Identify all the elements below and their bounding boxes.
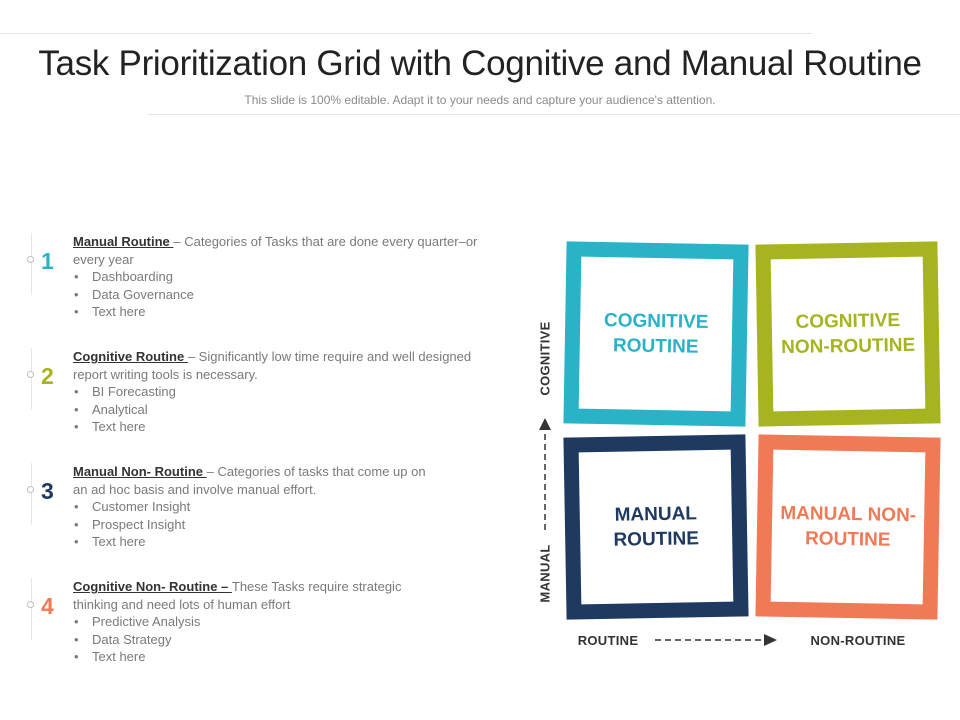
bullet-list — [73, 383, 498, 436]
cell-label: COGNITIVE NON-ROUTINE — [781, 310, 916, 359]
list-item-3 — [0, 463, 520, 573]
cell-label: MANUAL ROUTINE — [613, 503, 700, 551]
bullet-item: • Text here — [73, 418, 498, 436]
x-axis-arrowhead — [764, 634, 777, 646]
item-description: – Categories of Tasks that are done every quarter–or every year — [73, 234, 478, 267]
y-axis-low-label: MANUAL — [537, 544, 553, 603]
timeline-dot — [27, 371, 34, 378]
y-axis-high-label: COGNITIVE — [537, 321, 553, 396]
cell-manual-non-routine — [755, 434, 940, 619]
item-heading: Cognitive Routine — [73, 349, 188, 364]
bullet-item: • Text here — [73, 533, 433, 551]
item-number: 2 — [41, 363, 54, 389]
x-axis-high-label: NON-ROUTINE — [810, 633, 906, 648]
timeline-dot — [27, 256, 34, 263]
bullet-item: • Dashboarding — [73, 268, 498, 286]
bullet-item: • Prospect Insight — [73, 516, 433, 534]
timeline-rail — [31, 233, 32, 295]
item-description: These Tasks require strategic thinking and need lots of human effort — [73, 579, 402, 612]
item-text — [73, 233, 498, 321]
cell-cognitive-routine — [563, 241, 748, 426]
cell-manual-routine — [563, 434, 748, 619]
bullet-list — [73, 498, 433, 551]
bullet-item: • Predictive Analysis — [73, 613, 433, 631]
item-number: 4 — [41, 593, 54, 619]
bullet-item: • Analytical — [73, 401, 498, 419]
bullet-list — [73, 268, 498, 321]
timeline-dot — [27, 601, 34, 608]
item-description: – Categories of tasks that come up on an ad hoc basis and involve manual effort. — [73, 464, 426, 497]
item-text — [73, 463, 433, 551]
bullet-item: • Customer Insight — [73, 498, 433, 516]
item-heading: Manual Routine — [73, 234, 174, 249]
item-description: – Significantly low time require and well designed report writing tools is necessary. — [73, 349, 472, 382]
item-number: 1 — [41, 248, 54, 274]
cell-label: MANUAL NON- ROUTINE — [780, 502, 917, 551]
y-axis-arrowhead — [539, 418, 551, 430]
timeline-rail — [31, 348, 32, 410]
item-heading: Cognitive Non- Routine – — [73, 579, 232, 594]
item-text — [73, 348, 498, 436]
list-item-2 — [0, 348, 520, 458]
bullet-item: • BI Forecasting — [73, 383, 498, 401]
timeline-rail — [31, 578, 32, 640]
top-divider — [0, 33, 812, 34]
cell-cognitive-non-routine — [755, 241, 940, 426]
item-number: 3 — [41, 478, 54, 504]
subtitle-divider — [148, 114, 960, 115]
page-subtitle: This slide is 100% editable. Adapt it to your needs and capture your audience's attention. — [244, 93, 716, 107]
list-item-4 — [0, 578, 520, 688]
item-text — [73, 578, 433, 666]
bullet-item: • Data Governance — [73, 286, 498, 304]
bullet-item: • Data Strategy — [73, 631, 433, 649]
list-item-1 — [0, 233, 520, 343]
cell-label: COGNITIVE ROUTINE — [603, 310, 709, 358]
x-axis-low-label: ROUTINE — [577, 633, 639, 648]
bullet-list — [73, 613, 433, 666]
bullet-item: • Text here — [73, 648, 433, 666]
page-title: Task Prioritization Grid with Cognitive and Manual Routine — [38, 44, 922, 83]
timeline-rail — [31, 463, 32, 525]
bullet-item: • Text here — [73, 303, 498, 321]
item-heading: Manual Non- Routine — [73, 464, 207, 479]
timeline-dot — [27, 486, 34, 493]
